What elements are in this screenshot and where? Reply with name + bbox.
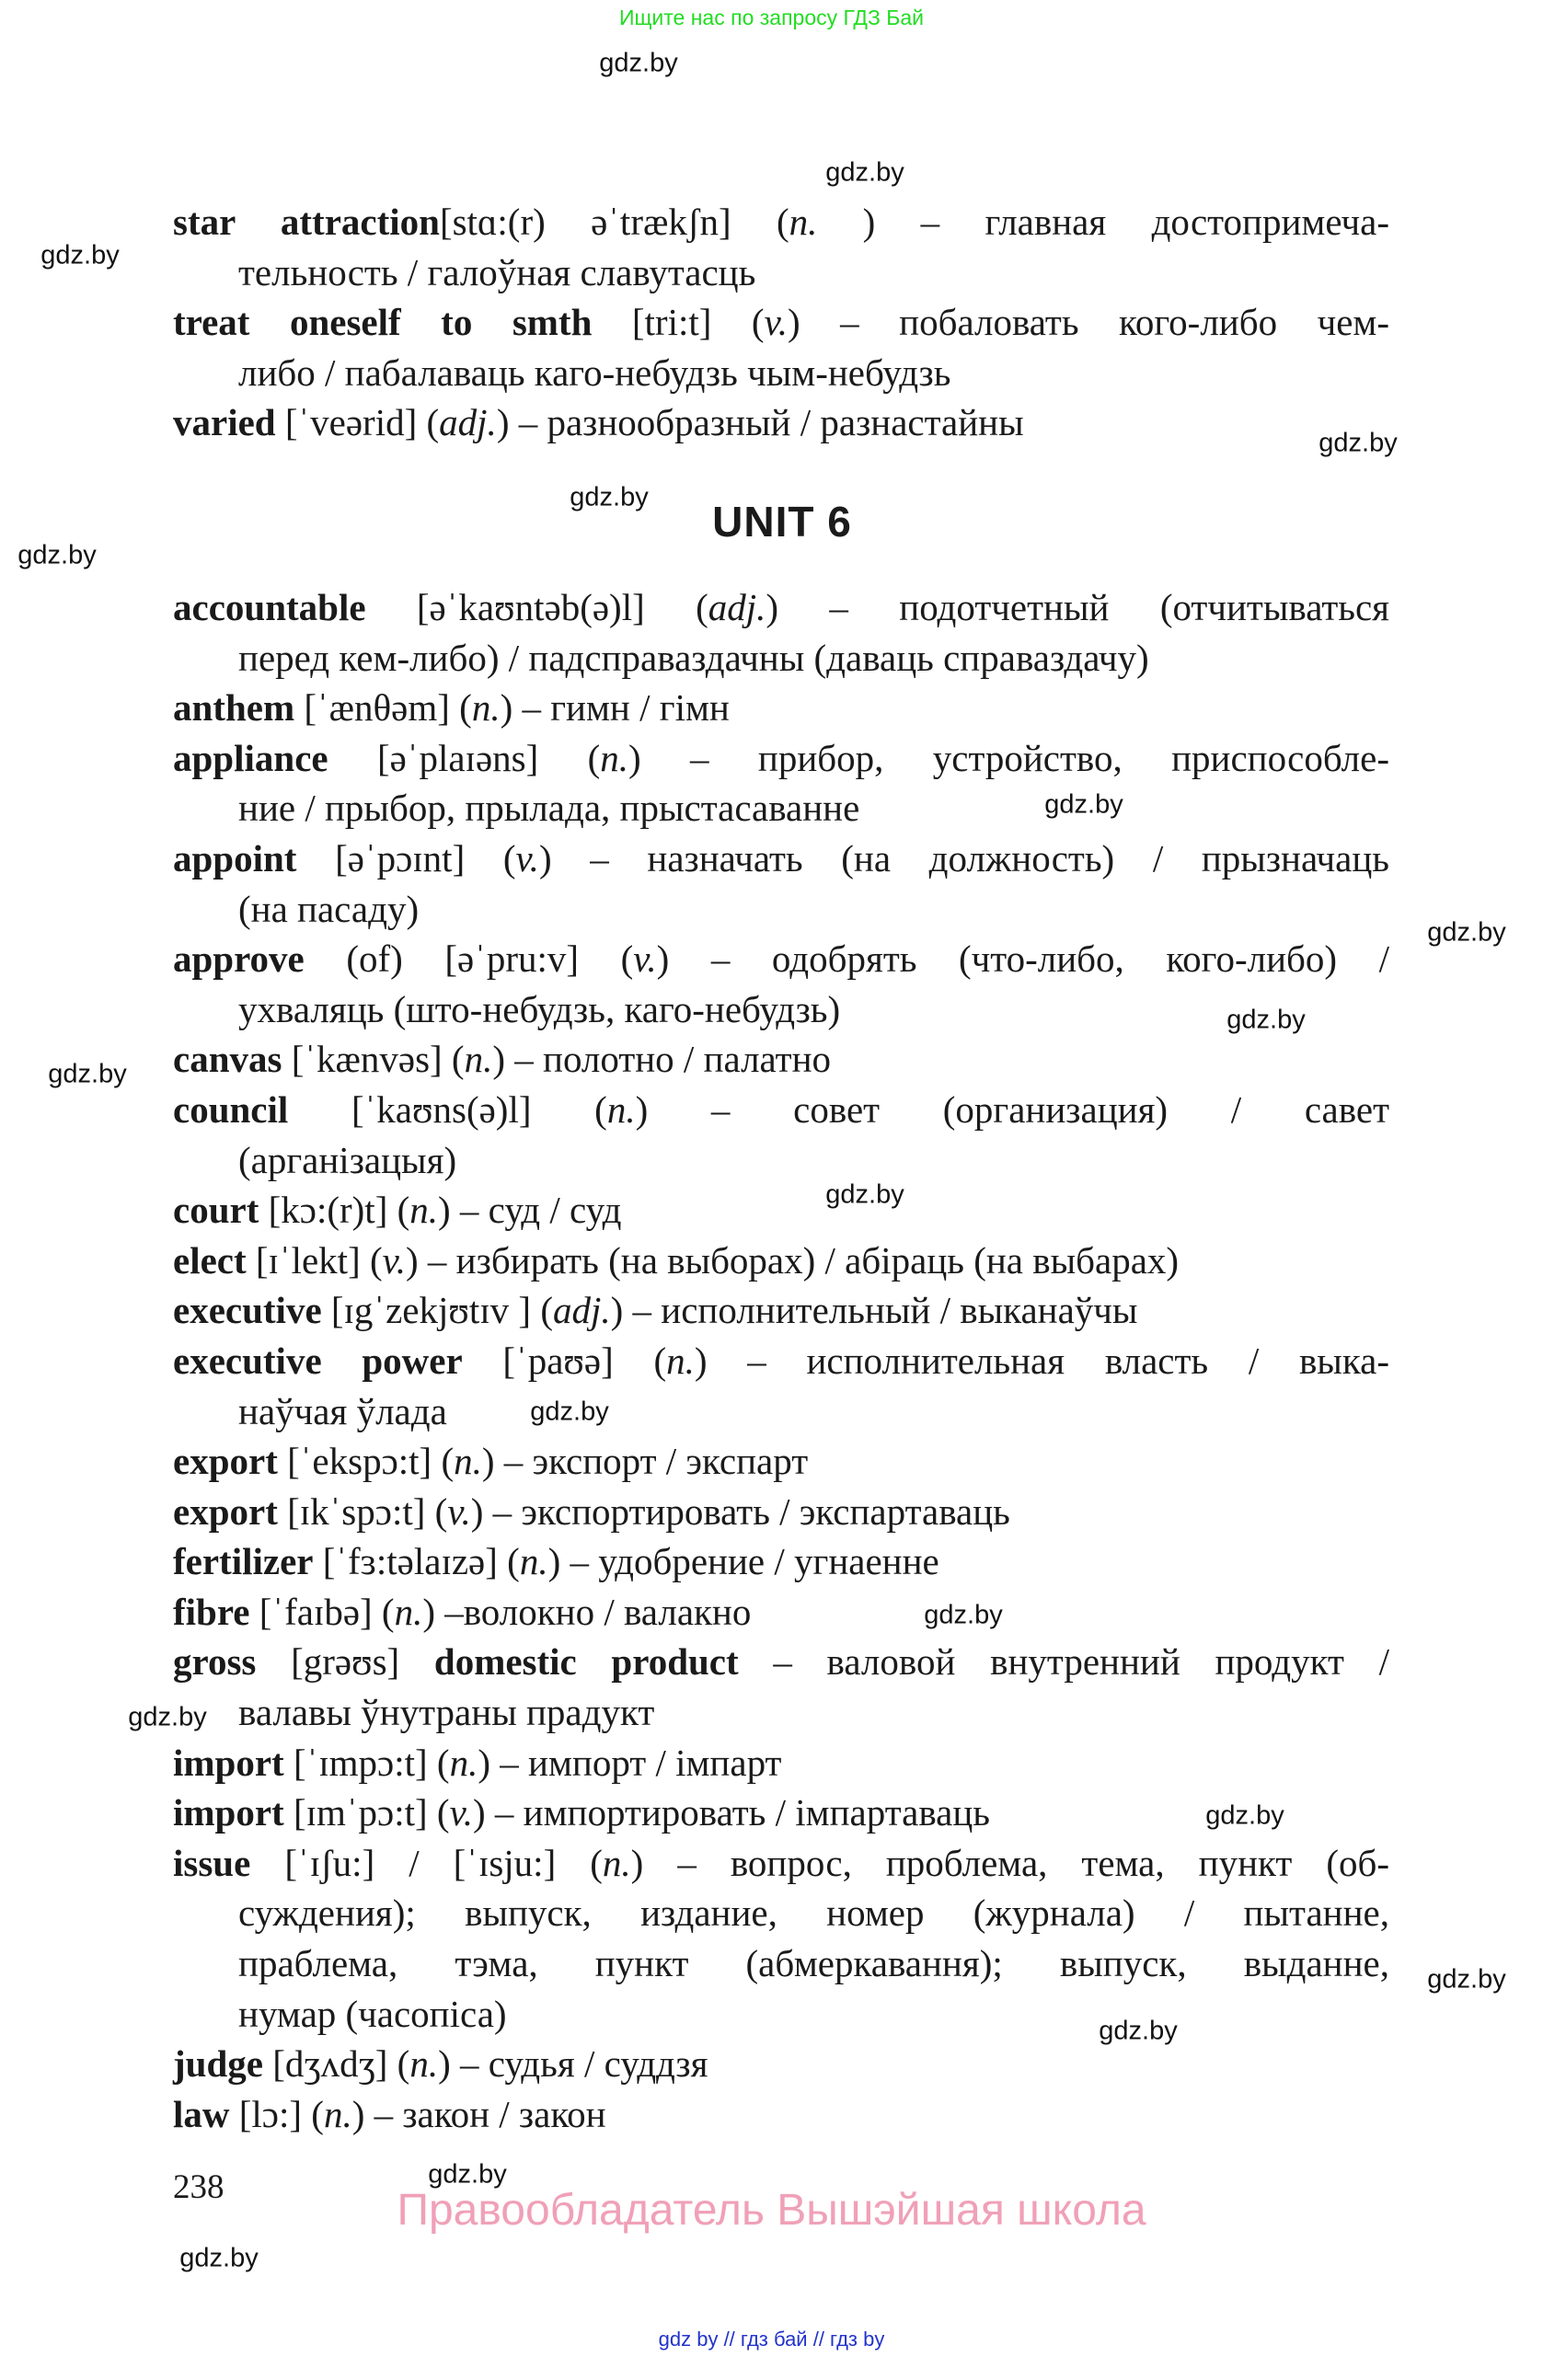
entry-text: (арганізацыя) — [238, 1138, 457, 1181]
entry-headword: council — [173, 1087, 289, 1131]
watermark-text: gdz.by — [1318, 428, 1398, 458]
watermark-text: gdz.by — [1427, 917, 1506, 948]
glossary-entry — [173, 2039, 1389, 2089]
footer-links[interactable]: gdz by // гдз бай // гдз by — [658, 2328, 885, 2351]
glossary-entry-continuation — [173, 1938, 1389, 1989]
watermark-text: gdz.by — [1099, 2016, 1178, 2046]
entry-text: [ˈɪmpɔ:t] ( — [283, 1741, 450, 1784]
entry-text: ) – вопрос, проблема, тема, пункт (об- — [630, 1841, 1389, 1884]
entry-text: [ˈkænvəs] ( — [282, 1038, 465, 1081]
watermark-text: gdz.by — [17, 540, 97, 570]
entry-text: ) – побаловать кого-либо чем- — [787, 301, 1389, 344]
entry-headword: varied — [173, 401, 276, 444]
part-of-speech: n. — [606, 1087, 636, 1131]
entry-text: [tri:t] ( — [592, 301, 765, 344]
entry-text: ) – импорт / імпарт — [478, 1741, 782, 1784]
entry-text: ) – одобрять (что-либо, кого-либо) / — [656, 937, 1389, 981]
entry-headword: appliance — [173, 736, 328, 779]
entry-text: ) – разнообразный / разнастайны — [496, 401, 1024, 444]
glossary-entry — [173, 1536, 1389, 1587]
glossary-entry-continuation — [173, 1386, 1389, 1437]
entry-headword: star attraction — [173, 201, 440, 243]
glossary-entry — [173, 1738, 1389, 1788]
watermark-text: gdz.by — [1427, 1964, 1506, 1995]
part-of-speech: n. — [394, 1590, 423, 1633]
entry-headword: appoint — [173, 836, 297, 880]
part-of-speech: n. — [519, 1540, 548, 1583]
entry-text: [ˈekspɔ:t] ( — [277, 1440, 455, 1483]
entry-text: ) – судья / суддзя — [438, 2042, 708, 2086]
glossary-entry-continuation — [173, 783, 1389, 834]
entry-text: праблема, тэма, пункт (абмеркавання); выпуск, выданне, — [238, 1942, 1389, 1985]
watermark-text: gdz.by — [1205, 1800, 1284, 1831]
entry-text: [ɪmˈpɔ:t] ( — [283, 1791, 450, 1834]
entry-text: [lɔ:] ( — [229, 2092, 324, 2135]
entry-text: ) –волокно / валакно — [422, 1590, 752, 1633]
part-of-speech: n. — [666, 1339, 695, 1382]
entry-text: либо / пабалаваць каго-небудзь чым-небудзь — [238, 351, 951, 394]
entry-text: нумар (часопіса) — [238, 1992, 507, 2035]
entry-headword: executive — [173, 1289, 322, 1332]
entry-text: [ˈfɜ:təlaɪzə] ( — [313, 1540, 520, 1583]
entry-headword: domestic product — [433, 1640, 739, 1684]
entry-text: [ˈpaʊə] ( — [462, 1339, 667, 1382]
entry-text: ) – исполнительный / выканаўчы — [610, 1289, 1138, 1332]
part-of-speech: n. — [789, 201, 818, 243]
entry-text: [ˈɪʃu:] / [ˈɪsju:] ( — [250, 1841, 603, 1884]
entry-text: [ˈkaʊns(ə)l] ( — [288, 1087, 607, 1131]
entry-text: ) – полотно / палатно — [492, 1038, 832, 1081]
glossary-entry — [173, 197, 1389, 247]
entry-text: [grəʊs] — [256, 1640, 434, 1684]
glossary-entry-continuation — [173, 1888, 1389, 1938]
entry-headword: export — [173, 1440, 278, 1483]
entry-text: ние / прыбор, прылада, прыстасаванне — [238, 787, 860, 830]
part-of-speech: n. — [323, 2092, 352, 2135]
entry-headword: canvas — [173, 1038, 282, 1081]
entry-headword: import — [173, 1741, 284, 1784]
entry-headword: court — [173, 1189, 259, 1232]
watermark-text: gdz.by — [428, 2159, 507, 2190]
part-of-speech: n. — [449, 1741, 478, 1784]
entry-headword: anthem — [173, 686, 295, 730]
entry-text: [kɔ:(r)t] ( — [259, 1189, 410, 1232]
entry-text: тельность / галоўная славутасць — [238, 250, 756, 293]
page-number: 238 — [173, 2168, 225, 2206]
glossary-entry — [173, 1637, 1389, 1687]
entry-text: ) – назначать (на должность) / прызначаць — [538, 836, 1389, 880]
part-of-speech: n. — [602, 1841, 631, 1884]
watermark-text: gdz.by — [825, 1179, 904, 1210]
watermark-text: gdz.by — [48, 1059, 127, 1089]
part-of-speech: adj. — [552, 1289, 611, 1332]
entry-text: ) – гимн / гімн — [500, 686, 730, 730]
entry-text: ) – импортировать / імпартаваць — [473, 1791, 990, 1834]
entry-headword: accountable — [173, 586, 366, 628]
glossary-entry — [173, 1185, 1389, 1236]
entry-text: ) – суд / суд — [438, 1189, 622, 1232]
glossary-entry — [173, 1285, 1389, 1336]
entry-headword: executive power — [173, 1339, 463, 1382]
watermark-text: gdz.by — [570, 482, 649, 512]
entry-headword: elect — [173, 1238, 247, 1282]
entry-text: [dʒʌdʒ] ( — [262, 2042, 410, 2086]
glossary-entry — [173, 1236, 1389, 1286]
entry-text: ) – закон / закон — [351, 2092, 606, 2135]
entry-text: ) – главная достопримеча- — [817, 201, 1389, 243]
entry-headword: law — [173, 2092, 230, 2135]
entry-text: [əˈkaʊntəb(ə)l] ( — [365, 586, 708, 628]
glossary-entry — [173, 1587, 1389, 1638]
entry-text: ) – подотчетный (отчитываться — [766, 586, 1389, 628]
part-of-speech: v. — [449, 1791, 473, 1834]
glossary-entry — [173, 297, 1389, 348]
glossary-entry — [173, 1336, 1389, 1386]
watermark-text: gdz.by — [924, 1600, 1003, 1630]
glossary-entry — [173, 683, 1389, 733]
entry-text: перед кем-либо) / падсправаздачны (даваць справаздачу) — [238, 636, 1149, 679]
entry-text: [əˈpɔɪnt] ( — [296, 836, 516, 880]
watermark-text: gdz.by — [179, 2243, 259, 2273]
entry-headword: treat oneself to smth — [173, 301, 593, 344]
watermark-text: gdz.by — [128, 1702, 207, 1732]
part-of-speech: v. — [382, 1238, 407, 1282]
glossary-entry-continuation — [173, 984, 1389, 1035]
glossary-entry-continuation — [173, 884, 1389, 935]
glossary-entry-continuation — [173, 348, 1389, 398]
part-of-speech: n. — [464, 1038, 493, 1081]
part-of-speech: n. — [454, 1440, 482, 1483]
entry-headword: fertilizer — [173, 1540, 314, 1583]
entry-text: ) – экспорт / экспарт — [481, 1440, 809, 1483]
watermark-text: gdz.by — [1044, 789, 1123, 820]
part-of-speech: n. — [600, 736, 629, 779]
part-of-speech: adj. — [708, 586, 766, 628]
part-of-speech: n. — [409, 2042, 439, 2086]
entry-text: [ˈfaɪbə] ( — [249, 1590, 395, 1633]
glossary-unit-6-section — [173, 582, 1389, 2139]
entry-text: ) – удобрение / угнаенне — [547, 1540, 939, 1583]
entry-text: ухваляць (што-небудзь, каго-небудзь) — [238, 987, 841, 1030]
glossary-entry — [173, 582, 1389, 633]
glossary-entry — [173, 934, 1389, 984]
glossary-entry — [173, 1838, 1389, 1889]
part-of-speech: v. — [515, 836, 539, 880]
entry-text: [ˈveərid] ( — [275, 401, 440, 444]
entry-text: ) – совет (организация) / савет — [635, 1087, 1389, 1131]
entry-headword: gross — [173, 1640, 257, 1684]
watermark-text: gdz.by — [40, 240, 120, 270]
glossary-entry — [173, 1436, 1389, 1487]
entry-text: – валовой внутренний продукт / — [738, 1640, 1389, 1684]
entry-headword: fibre — [173, 1590, 250, 1633]
entry-text: (of) [əˈpru:v] ( — [304, 937, 634, 981]
part-of-speech: adj. — [439, 401, 497, 444]
watermark-text: gdz.by — [1226, 1005, 1306, 1035]
watermark-text: gdz.by — [825, 157, 904, 188]
part-of-speech: v. — [764, 301, 788, 344]
watermark-text: gdz.by — [599, 48, 678, 78]
glossary-entry-continuation — [173, 1135, 1389, 1186]
glossary-entry — [173, 834, 1389, 884]
watermark-text: gdz.by — [530, 1397, 609, 1427]
glossary-entry — [173, 2089, 1389, 2140]
unit-heading: UNIT 6 — [712, 498, 852, 546]
glossary-top-section — [173, 197, 1389, 448]
glossary-entry-continuation — [173, 1989, 1389, 2040]
part-of-speech: n. — [409, 1189, 439, 1232]
part-of-speech: v. — [633, 937, 657, 981]
entry-text: [əˈplaɪəns] ( — [328, 736, 601, 779]
glossary-entry — [173, 1034, 1389, 1085]
glossary-entry — [173, 1085, 1389, 1135]
glossary-entry — [173, 733, 1389, 784]
entry-text: [ˈænθəm] ( — [294, 686, 472, 730]
entry-text: [ɪkˈspɔ:t] ( — [277, 1489, 448, 1533]
entry-text: (на пасаду) — [238, 887, 420, 930]
part-of-speech: v. — [447, 1489, 471, 1533]
glossary-entry — [173, 1487, 1389, 1537]
entry-headword: export — [173, 1489, 278, 1533]
header-notice: Ищите нас по запросу ГДЗ Бай — [618, 6, 925, 29]
entry-text: валавы ўнутраны прадукт — [238, 1691, 655, 1734]
entry-text: ) – экспортировать / экспартаваць — [470, 1489, 1010, 1533]
entry-text: [ɪˈlekt] ( — [246, 1238, 383, 1282]
entry-text: [ɪgˈzekjʊtɪv ] ( — [321, 1289, 553, 1332]
entry-headword: issue — [173, 1841, 251, 1884]
glossary-entry — [173, 397, 1389, 448]
entry-text: ) – прибор, устройство, приспособле- — [628, 736, 1389, 779]
glossary-entry-continuation — [173, 247, 1389, 298]
entry-text: [stɑ:(r) əˈtrækʃn] ( — [439, 201, 789, 243]
entry-text: ) – исполнительная власть / выка- — [694, 1339, 1389, 1382]
entry-text: ) – избирать (на выборах) / абіраць (на выбарах) — [406, 1238, 1180, 1282]
entry-text: суждения); выпуск, издание, номер (журнала) / пытанне, — [238, 1891, 1389, 1935]
entry-headword: approve — [173, 937, 305, 981]
rights-notice: Правообладатель Вышэйшая школа — [397, 2186, 1146, 2235]
glossary-entry-continuation — [173, 633, 1389, 684]
entry-headword: judge — [173, 2042, 263, 2086]
entry-headword: import — [173, 1791, 284, 1834]
glossary-entry-continuation — [173, 1687, 1389, 1738]
part-of-speech: n. — [471, 686, 501, 730]
entry-text: наўчая ўлада — [238, 1389, 447, 1432]
